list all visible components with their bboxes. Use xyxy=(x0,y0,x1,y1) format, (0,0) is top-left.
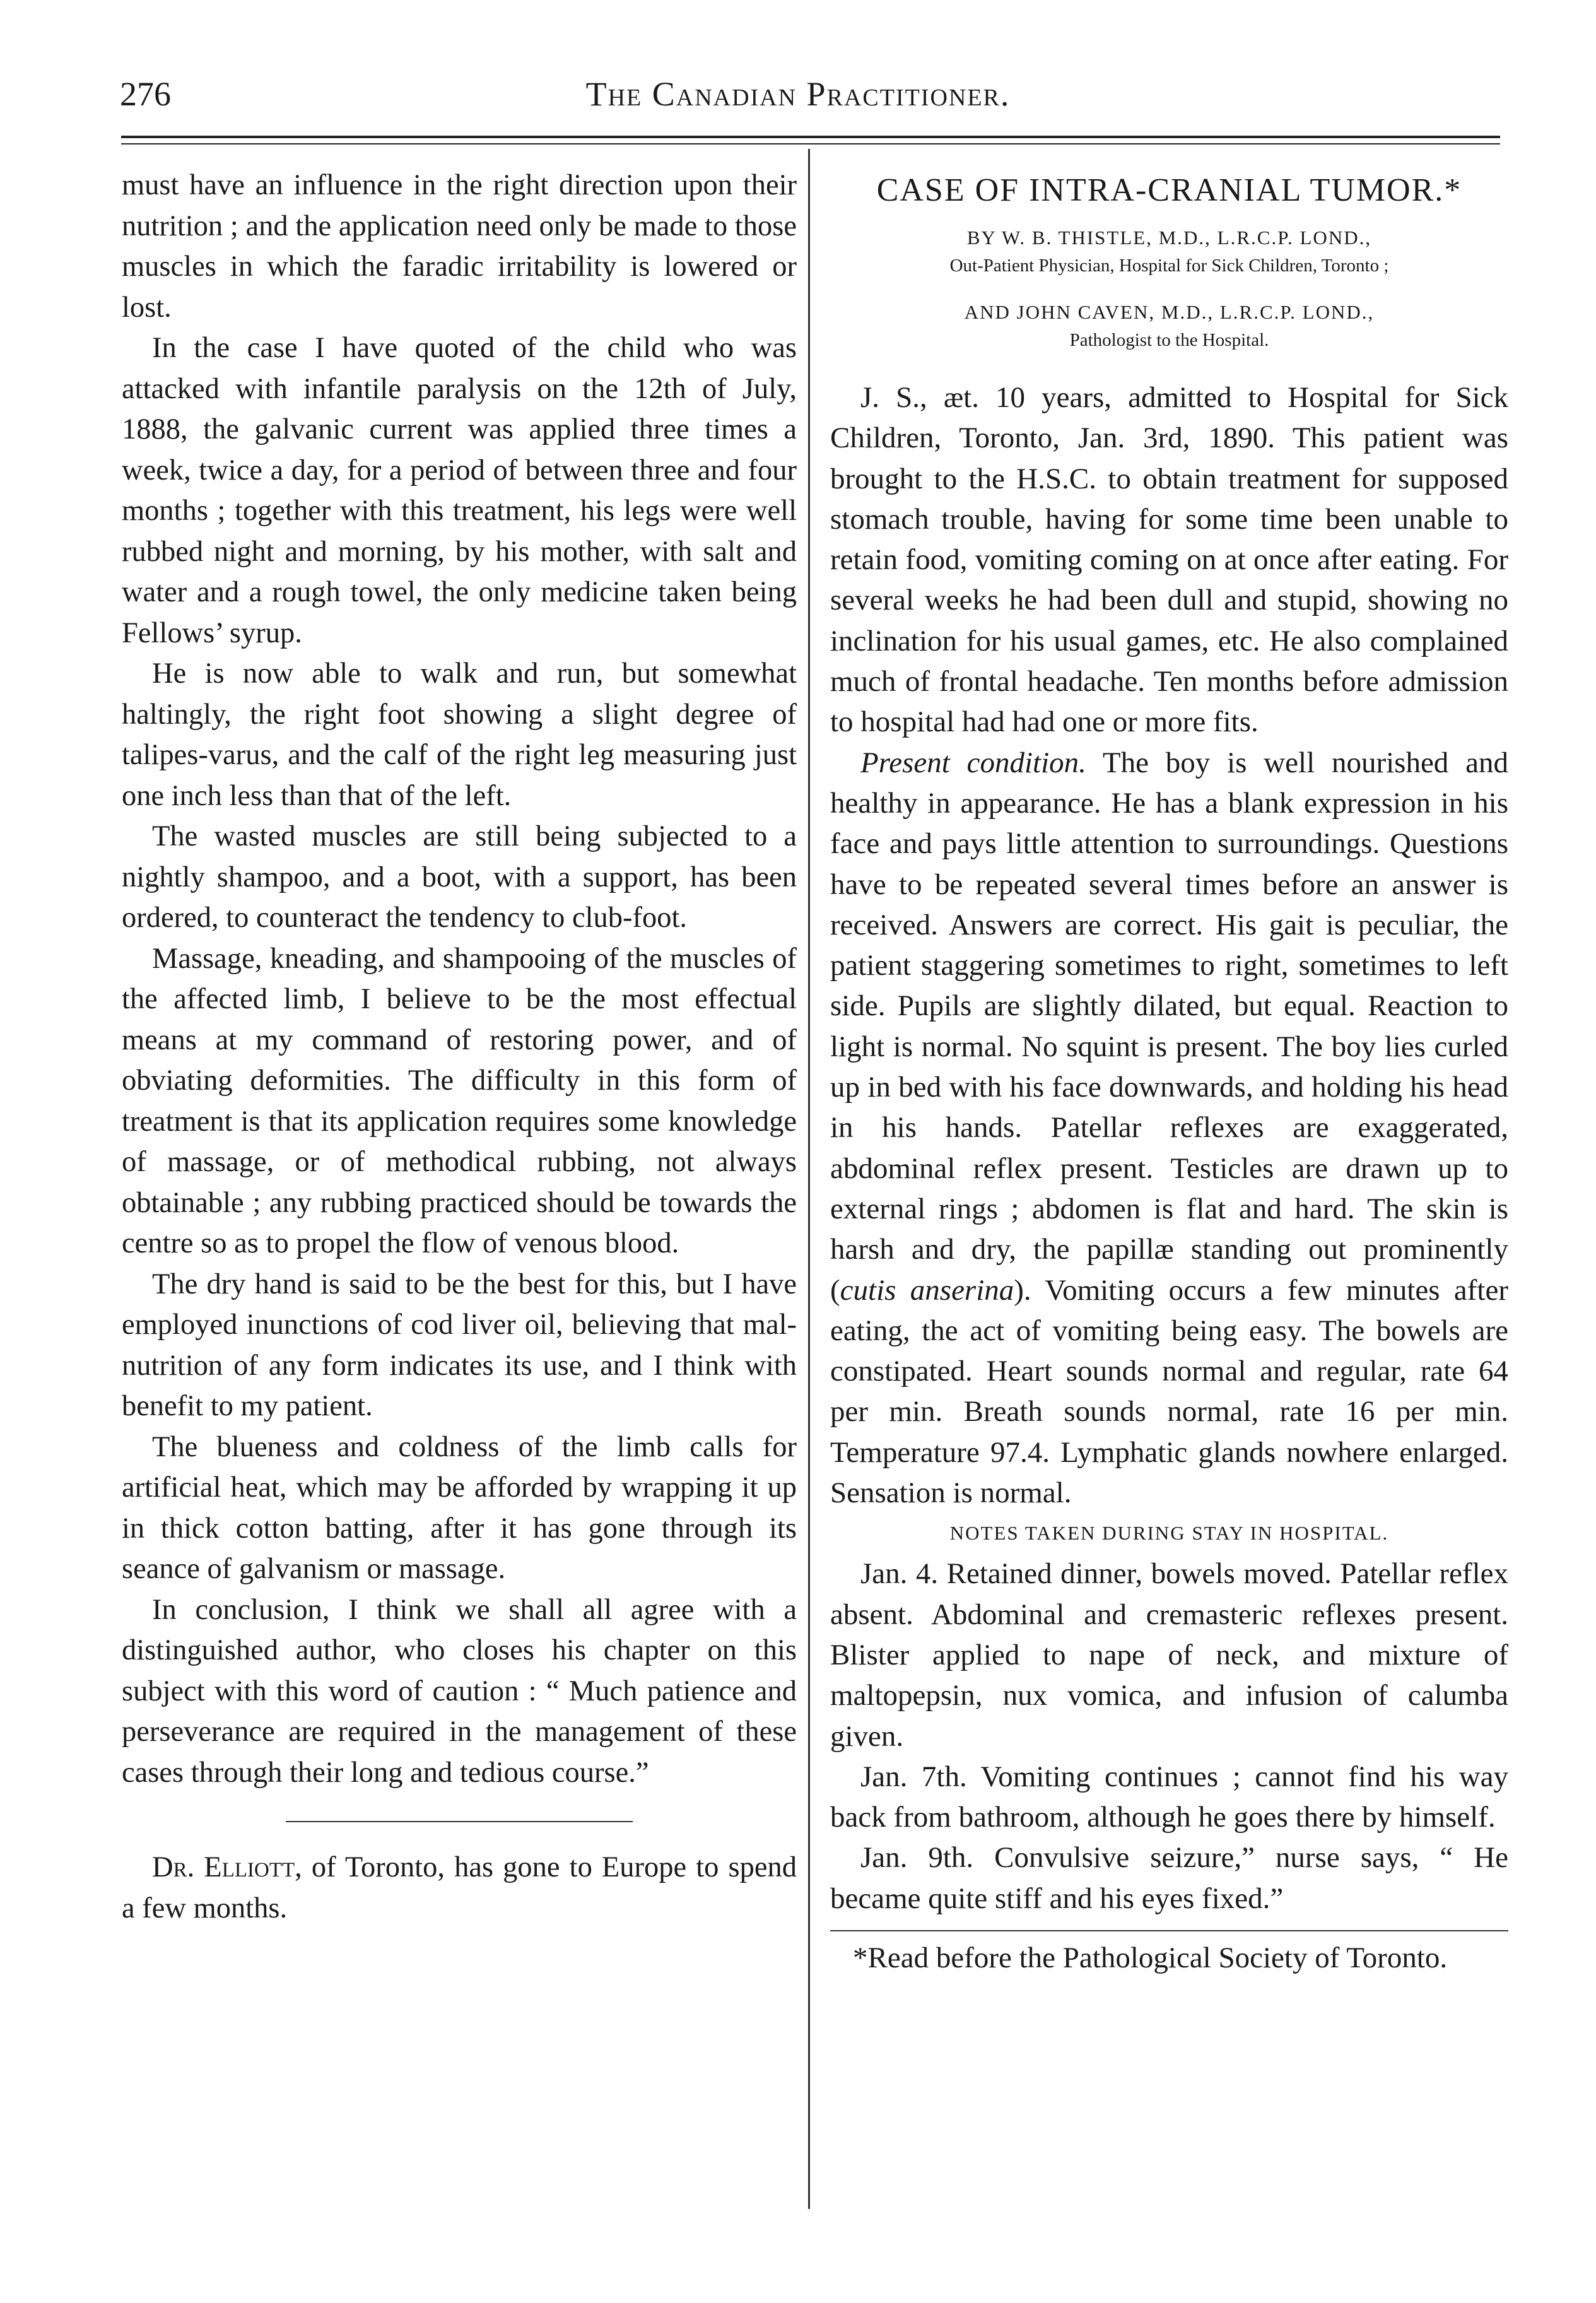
present-condition-label: Present condition. xyxy=(860,746,1086,779)
header-rule-thick xyxy=(121,136,1500,138)
paragraph: He is now able to walk and run, but somewhat haltingly, the right foot showing a slight degree of talipes-varus, and the calf of the right leg measuring just one inch less than that of the left. xyxy=(122,657,797,812)
author-byline: BY W. B. THISTLE, M.D., L.R.C.P. LOND., xyxy=(966,227,1372,249)
page-number: 276 xyxy=(120,75,171,113)
paragraph: The wasted muscles are still being subjected to a nightly shampoo, and a boot, with a support, has been ordered, to counteract the tendency to club-foot. xyxy=(122,820,797,934)
hospital-note: Jan. 9th. Convulsive seizure,” nurse says, “ He became quite stiff and his eyes fixed.” xyxy=(830,1841,1508,1915)
paragraph: must have an influence in the right direction upon their nutrition ; and the application need only be made to those muscles in which the faradic irritability is lowered or lost. xyxy=(122,169,797,324)
paragraph: In conclusion, I think we shall all agree with a distinguished author, who closes his chapter on this subject with this word of caution : “ Much patience and perseverance are required in the management of these cases through their long and tedious course.” xyxy=(122,1593,797,1789)
running-head: The Canadian Practitioner. xyxy=(585,75,1011,113)
left-column xyxy=(122,165,797,1929)
hospital-note: Jan. 7th. Vomiting continues ; cannot find his way back from bathroom, although he goes there by himself. xyxy=(830,1760,1508,1834)
paragraph: In the case I have quoted of the child who was attacked with infantile paralysis on the 12th of July, 1888, the galvanic current was applied three times a week, twice a day, for a period of between three and four months ; together with this treatment, his legs were well rubbed night and morning, by his mother, with salt and water and a rough towel, the only medicine taken being Fellows’ syrup. xyxy=(122,332,797,649)
header-rule-thin xyxy=(121,143,1500,144)
hospital-note: Jan. 4. Retained dinner, bowels moved. Patellar reflex absent. Abdominal and cremasteric reflexes present. Blister applied to nape of neck, and mixture of maltopepsin, nux vomica, and infusion of calumba given. xyxy=(830,1557,1508,1753)
latin-term: cutis anserina xyxy=(840,1273,1014,1307)
column-divider xyxy=(808,149,810,2209)
news-note-name: Dr. Elliott, xyxy=(152,1851,302,1883)
paragraph: Massage, kneading, and shampooing of the muscles of the affected limb, I believe to be the most effectual means at my command of restoring power, and of obviating deformities. The difficulty in this form of treatment is that its application requires some knowledge of massage, or of methodical rubbing, not always obtainable ; any rubbing practiced should be towards the centre so as to propel the flow of venous blood. xyxy=(122,942,797,1259)
author-affiliation: Pathologist to the Hospital. xyxy=(1069,330,1269,350)
footnote: *Read before the Pathological Society of Toronto. xyxy=(853,1941,1448,1974)
footnote-rule xyxy=(830,1930,1508,1931)
present-condition: Present condition. The boy is well nourished and healthy in appearance. He has a blank expression in his face and pays little attention to surroundings. Questions have to be repeated several times before an answer is received. Answers are correct. His gait is peculiar, the patient staggering sometimes to right, sometimes to left side. Pupils are slightly dilated, but equal. Reaction to light is normal. No squint is present. The boy lies curled up in bed with his face downwards, and holding his head in his hands. Patellar reflexes are exaggerated, abdominal reflex present. Testicles are drawn up to external rings ; abdomen is flat and hard. The skin is harsh and dry, the papillæ standing out prominently (cutis anserina). Vomiting occurs a few minutes after eating, the act of vomiting being easy. The bowels are constipated. Heart sounds normal and regular, rate 64 per min. Breath sounds normal, rate 16 per min. Temperature 97.4. Lymphatic glands nowhere enlarged. Sensation is normal. xyxy=(830,746,1508,1510)
paragraph: The dry hand is said to be the best for this, but I have employed inunctions of cod liver oil, believing that mal-nutrition of any form indicates its use, and I think with benefit to my patient. xyxy=(122,1268,797,1422)
article-title: CASE OF INTRA-CRANIAL TUMOR.* xyxy=(876,172,1462,208)
notes-heading: NOTES TAKEN DURING STAY IN HOSPITAL. xyxy=(949,1522,1389,1545)
paragraph: The blueness and coldness of the limb calls for artificial heat, which may be afforded by wrapping it up in thick cotton batting, after it has gone through its seance of galvanism or massage. xyxy=(122,1430,797,1585)
author-byline: AND JOHN CAVEN, M.D., L.R.C.P. LOND., xyxy=(964,301,1375,323)
case-intro: J. S., æt. 10 years, admitted to Hospital for Sick Children, Toronto, Jan. 3rd, 1890. This patient was brought to the H.S.C. to obtain treatment for supposed stomach trouble, having for some time been unable to retain food, vomiting coming on at once after eating. For several weeks he had been dull and stupid, showing no inclination for his usual games, etc. He also complained much of frontal headache. Ten months before admission to hospital had had one or more fits. xyxy=(830,381,1508,739)
section-separator xyxy=(286,1821,633,1822)
news-note xyxy=(122,1847,797,1929)
right-column xyxy=(830,165,1508,1978)
news-note-text: of Toronto, has gone to Europe to spend a few months. xyxy=(122,1851,797,1924)
author-affiliation: Out-Patient Physician, Hospital for Sick Children, Toronto ; xyxy=(949,256,1389,276)
